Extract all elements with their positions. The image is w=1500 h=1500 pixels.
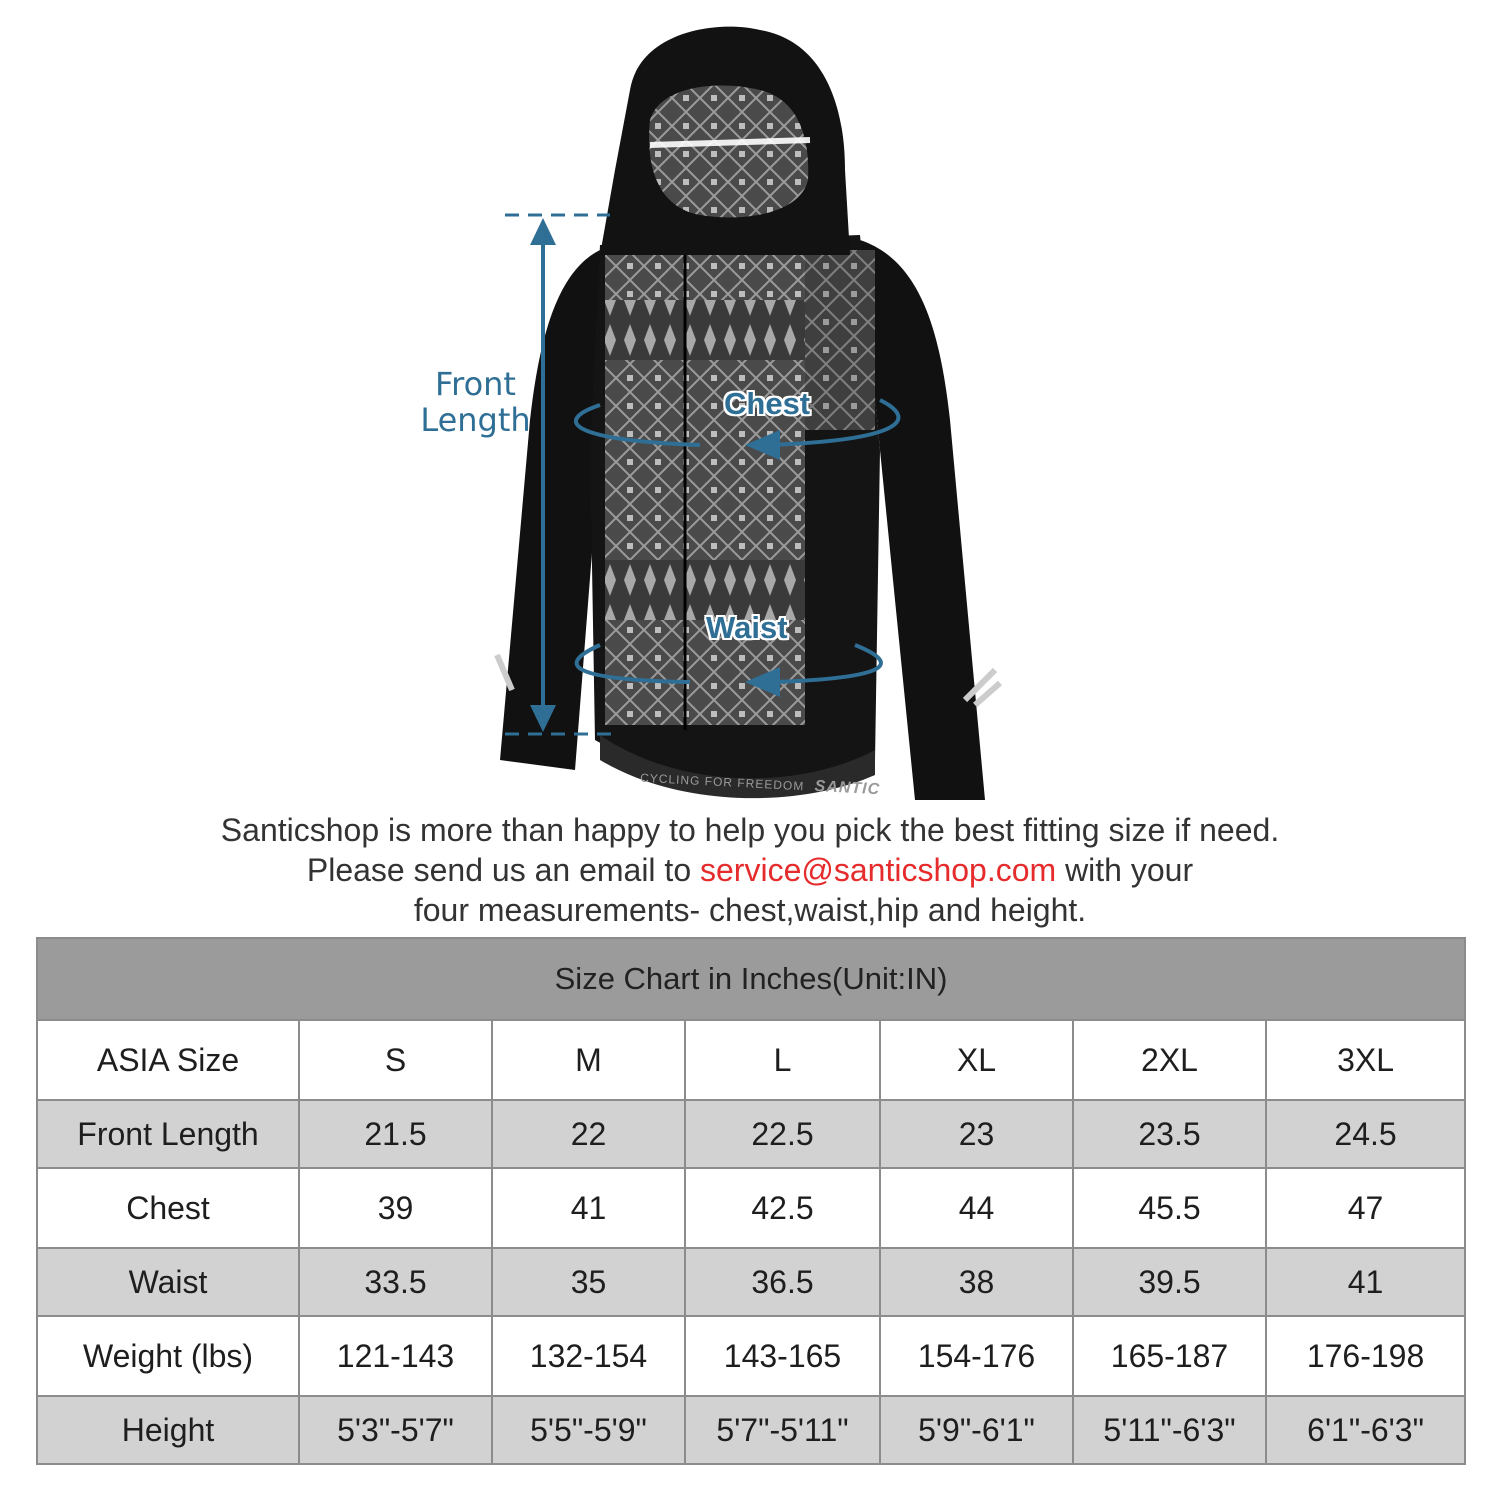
size-chart-title: Size Chart in Inches(Unit:IN) bbox=[37, 938, 1465, 1020]
row-label: Waist bbox=[37, 1248, 299, 1316]
hood-face-panel bbox=[649, 85, 808, 217]
table-cell: 33.5 bbox=[299, 1248, 492, 1316]
table-cell: 42.5 bbox=[685, 1168, 880, 1248]
table-cell: 132-154 bbox=[492, 1316, 685, 1396]
table-cell: 23 bbox=[880, 1100, 1073, 1168]
table-cell: 5'9"-6'1" bbox=[880, 1396, 1073, 1464]
header-cell: 2XL bbox=[1073, 1020, 1266, 1100]
help-message-line3: four measurements- chest,waist,hip and height. bbox=[413, 892, 1087, 928]
table-cell: 121-143 bbox=[299, 1316, 492, 1396]
table-cell: 176-198 bbox=[1266, 1316, 1465, 1396]
size-header-row bbox=[37, 1020, 1465, 1100]
row-label: Weight (lbs) bbox=[37, 1316, 299, 1396]
table-cell: 39 bbox=[299, 1168, 492, 1248]
table-cell: 5'3"-5'7" bbox=[299, 1396, 492, 1464]
table-row bbox=[37, 1316, 1465, 1396]
header-cell: 3XL bbox=[1266, 1020, 1465, 1100]
help-message-line1: Santicshop is more than happy to help you pick the best fitting size if need. bbox=[220, 812, 1280, 848]
table-cell: 41 bbox=[492, 1168, 685, 1248]
chest-label: Chest bbox=[724, 386, 811, 421]
table-cell: 39.5 bbox=[1073, 1248, 1266, 1316]
table-cell: 5'7"-5'11" bbox=[685, 1396, 880, 1464]
table-cell: 165-187 bbox=[1073, 1316, 1266, 1396]
table-cell: 22 bbox=[492, 1100, 685, 1168]
table-cell: 154-176 bbox=[880, 1316, 1073, 1396]
hem-slogan: CYCLING FOR FREEDOM bbox=[639, 770, 805, 794]
front-length-label-line2: Length bbox=[420, 401, 531, 439]
table-cell: 35 bbox=[492, 1248, 685, 1316]
size-chart-table bbox=[36, 937, 1466, 1465]
help-message bbox=[0, 810, 1500, 930]
table-row bbox=[37, 1100, 1465, 1168]
table-row bbox=[37, 1168, 1465, 1248]
front-length-label bbox=[418, 366, 533, 438]
table-cell: 143-165 bbox=[685, 1316, 880, 1396]
table-cell: 5'11"-6'3" bbox=[1073, 1396, 1266, 1464]
table-cell: 44 bbox=[880, 1168, 1073, 1248]
table-cell: 24.5 bbox=[1266, 1100, 1465, 1168]
header-cell: M bbox=[492, 1020, 685, 1100]
table-cell: 6'1"-6'3" bbox=[1266, 1396, 1465, 1464]
row-label: Height bbox=[37, 1396, 299, 1464]
table-cell: 45.5 bbox=[1073, 1168, 1266, 1248]
hem-brand: SANTIC bbox=[814, 777, 881, 799]
help-message-line2-suffix: with your bbox=[1056, 852, 1194, 888]
table-cell: 38 bbox=[880, 1248, 1073, 1316]
table-cell: 23.5 bbox=[1073, 1100, 1266, 1168]
table-cell: 21.5 bbox=[299, 1100, 492, 1168]
header-cell: L bbox=[685, 1020, 880, 1100]
row-label: Chest bbox=[37, 1168, 299, 1248]
row-label: Front Length bbox=[37, 1100, 299, 1168]
table-cell: 47 bbox=[1266, 1168, 1465, 1248]
help-message-line2 bbox=[0, 850, 1500, 890]
header-cell: ASIA Size bbox=[37, 1020, 299, 1100]
help-message-line2-prefix: Please send us an email to bbox=[306, 852, 700, 888]
table-row bbox=[37, 1248, 1465, 1316]
front-length-label-line1: Front bbox=[435, 365, 516, 403]
service-email-link[interactable]: service@santicshop.com bbox=[700, 852, 1057, 888]
table-cell: 36.5 bbox=[685, 1248, 880, 1316]
header-cell: XL bbox=[880, 1020, 1073, 1100]
size-chart-title-row bbox=[37, 938, 1465, 1020]
left-sleeve bbox=[500, 250, 600, 770]
table-cell: 22.5 bbox=[685, 1100, 880, 1168]
header-cell: S bbox=[299, 1020, 492, 1100]
table-cell: 5'5"-5'9" bbox=[492, 1396, 685, 1464]
table-row bbox=[37, 1396, 1465, 1464]
waist-label: Waist bbox=[706, 610, 788, 645]
table-cell: 41 bbox=[1266, 1248, 1465, 1316]
